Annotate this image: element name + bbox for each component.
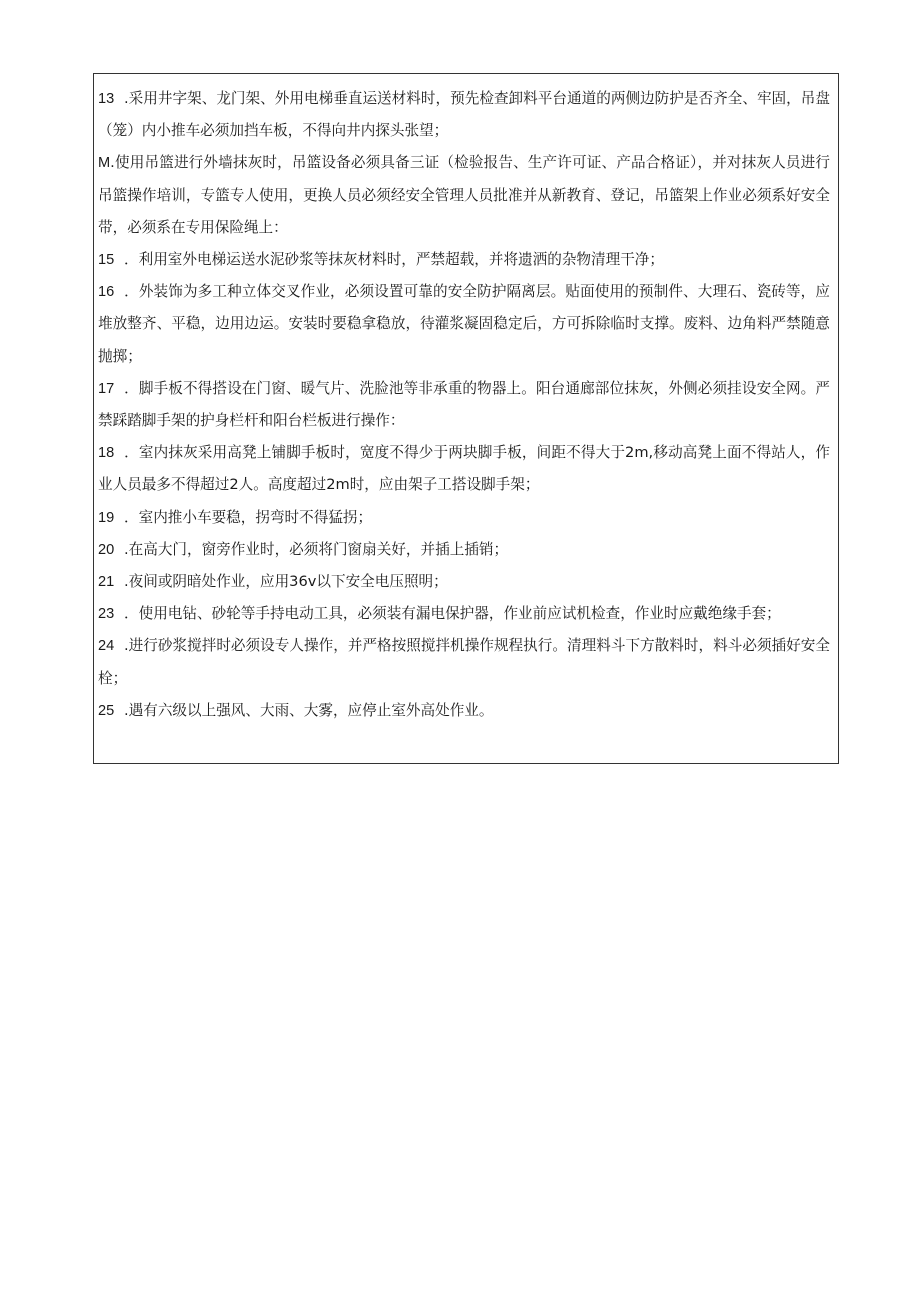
list-item bbox=[98, 534, 830, 566]
item-number: 15 bbox=[98, 252, 115, 269]
list-item bbox=[98, 598, 830, 630]
item-text: ．室内推小车要稳，拐弯时不得猛拐； bbox=[124, 508, 373, 526]
list-item bbox=[98, 276, 830, 373]
item-number: 25 bbox=[98, 702, 115, 719]
item-text: ．利用室外电梯运送水泥砂浆等抹灰材料时，严禁超载，并将遗洒的杂物清理干净； bbox=[124, 251, 664, 269]
item-number: 18 bbox=[98, 445, 115, 462]
list-item bbox=[98, 244, 830, 276]
item-number: M bbox=[98, 155, 111, 172]
item-text: ．室内抹灰采用高凳上铺脚手板时，宽度不得少于两块脚手板，间距不得大于2m,移动高凳上面不得站人，作业人员最多不得超过2人。高度超过2m时，应由架子工搭设脚手架； bbox=[98, 444, 830, 494]
list-item bbox=[98, 147, 830, 244]
item-text: ．外装饰为多工种立体交叉作业，必须设置可靠的安全防护隔离层。贴面使用的预制件、大理石、瓷砖等，应堆放整齐、平稳，边用边运。安装时要稳拿稳放，待灌浆凝固稳定后，方可拆除临时支撑。废料、边角料严禁随意抛掷； bbox=[98, 283, 830, 365]
list-item bbox=[98, 630, 830, 694]
item-number: 23 bbox=[98, 606, 115, 623]
item-number: 19 bbox=[98, 509, 115, 526]
item-number: 13 bbox=[98, 91, 115, 107]
list-item bbox=[98, 695, 830, 727]
document-table-cell bbox=[93, 73, 839, 764]
list-item bbox=[98, 437, 830, 501]
item-text: ．使用电钻、砂轮等手持电动工具，必须装有漏电保护器，作业前应试机检查，作业时应戴绝缘手套； bbox=[124, 605, 781, 623]
item-text: .在高大门，窗旁作业时，必须将门窗扇关好，并插上插销； bbox=[124, 540, 509, 558]
item-number: 20 bbox=[98, 541, 115, 558]
item-number: 17 bbox=[98, 380, 115, 397]
item-text: .使用吊篮进行外墙抹灰时，吊篮设备必须具备三证（检验报告、生产许可证、产品合格证），并对抹灰人员进行吊篮操作培训，专篮专人使用，更换人员必须经安全管理人员批准并从新教育、登记，吊篮架上作业必须系好安全带，必须系在专用保险绳上： bbox=[98, 154, 830, 236]
item-text: .采用井字架、龙门架、外用电梯垂直运送材料时，预先检查卸料平台通道的两侧边防护是否齐全、牢固，吊盘（笼）内小推车必须加挡车板，不得向井内探头张望； bbox=[98, 90, 830, 140]
item-number: 21 bbox=[98, 574, 115, 591]
item-text: .夜间或阴暗处作业，应用36v以下安全电压照明； bbox=[124, 573, 448, 591]
list-item bbox=[98, 373, 830, 437]
item-number: 16 bbox=[98, 284, 115, 301]
list-item bbox=[98, 566, 830, 598]
item-text: .遇有六级以上强风、大雨、大雾，应停止室外高处作业。 bbox=[124, 701, 494, 719]
list-item bbox=[98, 502, 830, 534]
item-number: 24 bbox=[98, 638, 115, 655]
item-text: ．脚手板不得搭设在门窗、暖气片、洗脸池等非承重的物器上。阳台通廊部位抹灰，外侧必须挂设安全网。严禁踩踏脚手架的护身栏杆和阳台栏板进行操作： bbox=[98, 379, 830, 430]
list-item bbox=[98, 83, 830, 147]
item-text: .进行砂浆搅拌时必须设专人操作，并严格按照搅拌机操作规程执行。清理料斗下方散料时，料斗必须插好安全栓； bbox=[98, 637, 830, 687]
